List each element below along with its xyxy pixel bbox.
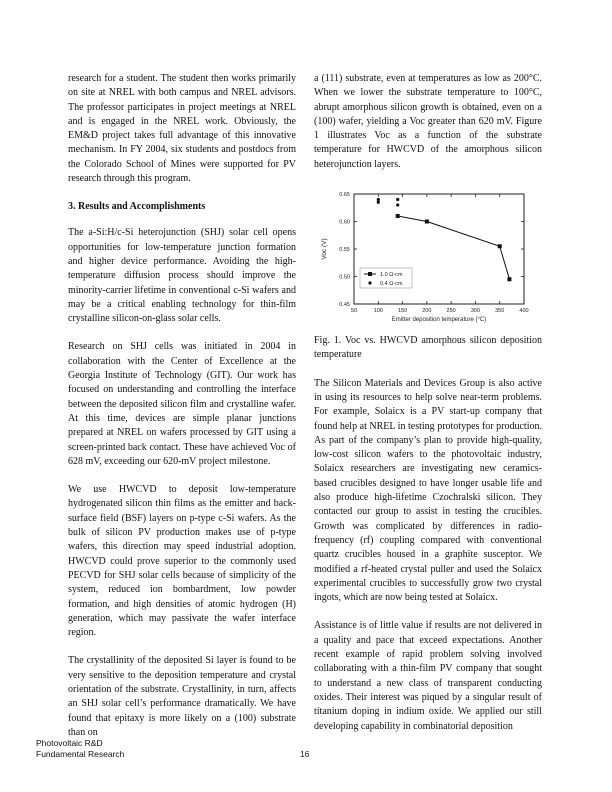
legend-label: 1.0 Ω-cm <box>380 272 403 279</box>
right-paragraph-1: a (111) substrate, even at temperatures as low as 200°C. When we lower the substrate temperature to 100°C, abrupt amorphous silicon growth is obtained, even on a (100) wafer, yielding a Voc greater than 620 mV. Figure 1 illustrates Voc as a function of the substrate temperature for HWCVD of the amorphous silicon heterojunction layers. <box>314 73 542 170</box>
legend-marker-square <box>368 272 372 276</box>
x-tick-label: 50 <box>350 308 358 315</box>
x-tick-label: 350 <box>495 308 505 315</box>
y-tick-label: 0.60 <box>339 219 350 226</box>
figure-1-chart <box>314 186 542 326</box>
x-axis-label: Emitter deposition temperature (°C) <box>391 317 487 324</box>
right-paragraph-2: The Silicon Materials and Devices Group is also active in using its resources to help solve near-term problems. For example, Solaicx is a PV start-up company that found help at NREL in testing prototypes for production. As part of the company’s plan to provide high-quality, low-cost silicon wafers to the photovoltaic industry, Solaicx researchers are investigating new ceramics-based crucibles designed to have longer usable life and also produce high-lifetime Czochralski silicon. They contacted our group to assist in testing the crucibles. Growth was complicated by differences in radio-frequency (rf) coupling compared with conventional quartz crucibles housed in a graphite susceptor. We modified a rf-heated crystal puller and used the Solaicx experimental crucibles to successfully grow two crystal ingots, which are now being tested at Solaicx. <box>314 377 542 604</box>
x-tick-label: 250 <box>446 308 456 315</box>
left-paragraph-2: The a-Si:H/c-Si heterojunction (SHJ) solar cell opens opportunities for low-temperature junction formation and higher device performance. Avoiding the high-temperature diffusion process should improve the minority-carrier lifetime in conventional c-Si wafers and may be a critical enabling technology for thin-film crystalline silicon-on-glass solar cells. <box>68 227 296 325</box>
y-tick-label: 0.65 <box>339 192 350 199</box>
page-number: 16 <box>300 749 310 759</box>
section-heading: 3. Results and Accomplishments <box>68 201 206 213</box>
right-paragraph-3: Assistance is of little value if results are not delivered in a quality and pace that exceed expectations. Another recent example of rapid problem solving involved collaborating with a thin-film PV company that sought to understand a new class of transparent conducting oxides. Their interest was piqued by a singular result of titanium doping in indium oxide. We applied our still developing capability in combinatorial deposition <box>314 620 542 732</box>
footer <box>36 738 124 760</box>
y-tick-label: 0.45 <box>339 302 350 309</box>
chart-svg <box>314 186 542 326</box>
data-point-dot <box>377 201 380 204</box>
x-tick-label: 150 <box>397 308 408 315</box>
figure-caption: Fig. 1. Voc vs. HWCVD amorphous silicon deposition temperature <box>314 335 542 361</box>
data-point-dot <box>396 198 399 201</box>
x-tick-label: 200 <box>422 308 432 315</box>
left-paragraph-5: The crystallinity of the deposited Si layer is found to be very sensitive to the deposition temperature and crystal orientation of the substrate. Crystallinity, in turn, affects an SHJ solar cell’s performance dramatically. We have found that epitaxy is more likely on a (100) substrate than on <box>68 655 296 738</box>
data-point-dot <box>377 198 380 201</box>
footer-line-1: Photovoltaic R&D <box>36 738 103 748</box>
right-column <box>314 72 542 748</box>
left-column <box>68 72 296 754</box>
x-tick-label: 400 <box>519 308 529 315</box>
y-tick-label: 0.50 <box>339 274 350 281</box>
data-point-dot <box>396 203 399 206</box>
left-paragraph-3: Research on SHJ cells was initiated in 2004 in collaboration with the Center of Excellence at the Georgia Institute of Technology (GIT). Our work has focused on understanding and controlling the interface between the deposited silicon film and crystalline wafer. At this time, devices are simple planar junctions prepared at NREL on wafers processed by GIT using a screen-printed back contact. These have achieved Voc of 628 mV, exceeding our 620-mV project milestone. <box>68 341 296 467</box>
data-point-square <box>396 214 400 218</box>
data-point-square <box>425 220 429 224</box>
footer-line-2: Fundamental Research <box>36 749 125 759</box>
left-paragraph-1: research for a student. The student then works primarily on site at NREL with both campus and NREL advisors. The professor participates in project meetings at NREL and is engaged in the NREL work. Obviously, the EM&D project takes full advantage of this innovative mechanism. In FY 2004, six students and postdocs from the Colorado School of Mines were supported for PV research through this program. <box>68 73 296 185</box>
legend-label: 0.4 Ω-cm <box>380 281 403 288</box>
series-line <box>398 216 510 279</box>
y-axis-label: Voc (V) <box>321 238 328 260</box>
y-tick-label: 0.55 <box>339 247 350 254</box>
x-tick-label: 100 <box>373 308 383 315</box>
data-point-square <box>498 244 502 248</box>
legend-marker-dot <box>368 281 371 284</box>
data-point-square <box>507 277 511 281</box>
x-tick-label: 300 <box>470 308 481 315</box>
left-paragraph-4: We use HWCVD to deposit low-temperature hydrogenated silicon thin films as the emitter and back-surface field (BSF) layers on p-type c-Si wafers. As the bulk of silicon PV production makes use of p-type wafers, this direction may speed industrial adoption. HWCVD could prove superior to the commonly used PECVD for SHJ solar cells because of simplicity of the system, reduced ion bombardment, low powder formation, and high densities of atomic hydrogen (H) generation, which may passivate the wafer interface region. <box>68 484 296 639</box>
